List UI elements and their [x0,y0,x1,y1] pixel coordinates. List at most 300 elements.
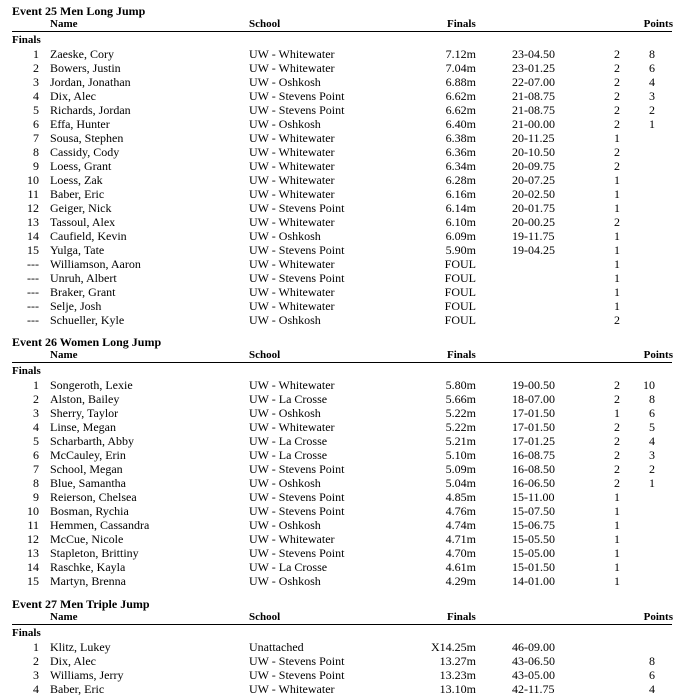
athlete-name: Baber, Eric [50,187,105,201]
column-header-row [0,610,679,624]
place: 13 [27,215,39,229]
result-row [0,229,679,243]
place: --- [27,299,39,313]
header-school: School [249,18,281,30]
place: 3 [33,406,39,420]
school-name: UW - La Crosse [249,560,328,574]
converted-mark: 46-09.00 [512,640,555,654]
converted-mark: 21-08.75 [512,89,555,103]
flight: 1 [614,406,620,420]
converted-mark: 43-05.00 [512,668,555,682]
school-name: UW - Whitewater [249,47,335,61]
athlete-name: McCauley, Erin [50,448,126,462]
points: 4 [649,682,655,696]
result-row [0,434,679,448]
result-row [0,145,679,159]
school-name: UW - Whitewater [249,299,335,313]
flight: 1 [614,201,620,215]
place: 6 [33,448,39,462]
athlete-name: School, Megan [50,462,123,476]
place: 11 [27,518,39,532]
header-points: Points [643,349,673,361]
athlete-name: Klitz, Lukey [50,640,111,654]
athlete-name: Unruh, Albert [50,271,117,285]
athlete-name: Loess, Zak [50,173,103,187]
event-title-text: Event 25 Men Long Jump [12,4,146,18]
final-mark: 5.22m [445,420,476,434]
points: 6 [649,406,655,420]
final-mark: 5.80m [445,378,476,392]
converted-mark: 23-01.25 [512,61,555,75]
result-row [0,518,679,532]
school-name: UW - Oshkosh [249,75,321,89]
athlete-name: Sherry, Taylor [50,406,119,420]
final-mark: X14.25m [431,640,476,654]
school-name: UW - Oshkosh [249,476,321,490]
flight: 2 [614,103,620,117]
points: 5 [649,420,655,434]
column-header-row [0,348,679,362]
school-name: UW - Oshkosh [249,406,321,420]
final-mark: 13.10m [439,682,476,696]
flight: 2 [614,117,620,131]
flight: 1 [614,229,620,243]
school-name: UW - Whitewater [249,285,335,299]
converted-mark: 18-07.00 [512,392,555,406]
school-name: UW - Stevens Point [249,490,345,504]
points: 1 [649,117,655,131]
result-row [0,682,679,696]
converted-mark: 20-02.50 [512,187,555,201]
final-mark: 6.09m [445,229,476,243]
converted-mark: 19-11.75 [512,229,555,243]
converted-mark: 16-08.75 [512,448,555,462]
athlete-name: Selje, Josh [50,299,102,313]
school-name: UW - Stevens Point [249,462,345,476]
place: 15 [27,243,39,257]
flight: 1 [614,271,620,285]
result-row [0,532,679,546]
flight: 2 [614,89,620,103]
flight: 2 [614,61,620,75]
athlete-name: Reierson, Chelsea [50,490,137,504]
event-title [0,4,679,18]
athlete-name: Sousa, Stephen [50,131,124,145]
final-mark: 5.04m [445,476,476,490]
result-row [0,640,679,654]
points: 3 [649,448,655,462]
place: 2 [33,61,39,75]
final-mark: 6.28m [445,173,476,187]
school-name: UW - Whitewater [249,682,335,696]
place: 1 [33,640,39,654]
school-name: UW - Stevens Point [249,103,345,117]
converted-mark: 17-01.25 [512,434,555,448]
result-row [0,504,679,518]
final-mark: 6.40m [445,117,476,131]
place: 1 [33,47,39,61]
result-row [0,75,679,89]
athlete-name: Bowers, Justin [50,61,121,75]
result-row [0,654,679,668]
school-name: UW - Stevens Point [249,546,345,560]
place: 9 [33,490,39,504]
school-name: UW - Oshkosh [249,313,321,327]
flight: 2 [614,476,620,490]
school-name: UW - Stevens Point [249,654,345,668]
header-finals: Finals [447,611,476,623]
final-mark: 4.70m [445,546,476,560]
final-mark: 6.62m [445,89,476,103]
result-row [0,187,679,201]
flight: 1 [614,173,620,187]
flight: 2 [614,215,620,229]
finals-label [0,364,679,378]
place: 9 [33,159,39,173]
final-mark: 4.76m [445,504,476,518]
finals-label [0,33,679,47]
school-name: UW - Stevens Point [249,668,345,682]
school-name: UW - Whitewater [249,187,335,201]
points: 6 [649,61,655,75]
flight: 1 [614,546,620,560]
converted-mark: 20-07.25 [512,173,555,187]
points: 2 [649,103,655,117]
points: 4 [649,434,655,448]
converted-mark: 20-09.75 [512,159,555,173]
school-name: UW - Stevens Point [249,243,345,257]
final-mark: 6.88m [445,75,476,89]
place: 7 [33,462,39,476]
flight: 2 [614,420,620,434]
header-name: Name [50,611,78,623]
converted-mark: 16-06.50 [512,476,555,490]
school-name: UW - Whitewater [249,215,335,229]
converted-mark: 19-04.25 [512,243,555,257]
school-name: UW - La Crosse [249,434,328,448]
athlete-name: Geiger, Nick [50,201,112,215]
converted-mark: 17-01.50 [512,420,555,434]
header-rule [12,31,672,32]
school-name: UW - La Crosse [249,392,328,406]
flight: 2 [614,434,620,448]
flight: 1 [614,560,620,574]
school-name: UW - Whitewater [249,131,335,145]
final-mark: 5.10m [445,448,476,462]
place: 8 [33,145,39,159]
school-name: UW - Whitewater [249,420,335,434]
school-name: UW - Whitewater [249,257,335,271]
finals-label [0,626,679,640]
result-row [0,173,679,187]
final-mark: 4.71m [445,532,476,546]
athlete-name: Effa, Hunter [50,117,110,131]
place: 12 [27,201,39,215]
place: --- [27,285,39,299]
header-name: Name [50,18,78,30]
school-name: UW - Whitewater [249,145,335,159]
points: 8 [649,654,655,668]
athlete-name: Caufield, Kevin [50,229,127,243]
points: 8 [649,47,655,61]
result-row [0,448,679,462]
school-name: UW - Stevens Point [249,504,345,518]
school-name: UW - Oshkosh [249,117,321,131]
result-row [0,131,679,145]
flight: 1 [614,490,620,504]
athlete-name: Dix, Alec [50,654,96,668]
finals-label-text: Finals [12,365,41,377]
place: --- [27,257,39,271]
place: 3 [33,75,39,89]
final-mark: 5.22m [445,406,476,420]
result-row [0,560,679,574]
place: --- [27,313,39,327]
flight: 1 [614,131,620,145]
athlete-name: Linse, Megan [50,420,116,434]
athlete-name: Braker, Grant [50,285,116,299]
final-mark: 4.29m [445,574,476,588]
flight: 2 [614,448,620,462]
place: 8 [33,476,39,490]
converted-mark: 23-04.50 [512,47,555,61]
converted-mark: 20-00.25 [512,215,555,229]
result-row [0,420,679,434]
place: 12 [27,532,39,546]
athlete-name: Richards, Jordan [50,103,131,117]
result-row [0,406,679,420]
place: 15 [27,574,39,588]
final-mark: 6.38m [445,131,476,145]
result-row [0,89,679,103]
result-row [0,117,679,131]
athlete-name: Jordan, Jonathan [50,75,131,89]
converted-mark: 21-00.00 [512,117,555,131]
flight: 1 [614,532,620,546]
flight: 1 [614,187,620,201]
header-rule [12,362,672,363]
final-mark: 7.12m [445,47,476,61]
place: 4 [33,420,39,434]
place: 4 [33,89,39,103]
place: 10 [27,504,39,518]
result-row [0,462,679,476]
final-mark: 5.90m [445,243,476,257]
school-name: UW - Whitewater [249,532,335,546]
converted-mark: 15-11.00 [512,490,555,504]
flight: 2 [614,75,620,89]
header-points: Points [643,611,673,623]
school-name: UW - Oshkosh [249,574,321,588]
athlete-name: Songeroth, Lexie [50,378,133,392]
place: --- [27,271,39,285]
final-mark: 6.16m [445,187,476,201]
final-mark: 7.04m [445,61,476,75]
header-school: School [249,611,281,623]
result-row [0,285,679,299]
athlete-name: Alston, Bailey [50,392,120,406]
converted-mark: 17-01.50 [512,406,555,420]
final-mark: 4.74m [445,518,476,532]
athlete-name: Yulga, Tate [50,243,105,257]
school-name: UW - Oshkosh [249,518,321,532]
place: 13 [27,546,39,560]
final-mark: 5.66m [445,392,476,406]
flight: 2 [614,392,620,406]
school-name: Unattached [249,640,304,654]
event-title [0,597,679,611]
header-rule [12,624,672,625]
place: 1 [33,378,39,392]
converted-mark: 22-07.00 [512,75,555,89]
result-row [0,299,679,313]
athlete-name: Hemmen, Cassandra [50,518,150,532]
athlete-name: Stapleton, Brittiny [50,546,139,560]
result-row [0,546,679,560]
converted-mark: 16-08.50 [512,462,555,476]
flight: 1 [614,518,620,532]
result-row [0,257,679,271]
flight: 1 [614,504,620,518]
athlete-name: Tassoul, Alex [50,215,116,229]
header-name: Name [50,349,78,361]
result-row [0,201,679,215]
athlete-name: Martyn, Brenna [50,574,126,588]
final-mark: 6.62m [445,103,476,117]
flight: 2 [614,462,620,476]
converted-mark: 14-01.00 [512,574,555,588]
place: 11 [27,187,39,201]
school-name: UW - Stevens Point [249,89,345,103]
flight: 1 [614,299,620,313]
converted-mark: 15-05.00 [512,546,555,560]
result-row [0,215,679,229]
flight: 2 [614,159,620,173]
final-mark: FOUL [444,271,476,285]
converted-mark: 43-06.50 [512,654,555,668]
header-school: School [249,349,281,361]
header-points: Points [643,18,673,30]
final-mark: 5.09m [445,462,476,476]
result-row [0,476,679,490]
school-name: UW - Oshkosh [249,229,321,243]
place: 3 [33,668,39,682]
athlete-name: Blue, Samantha [50,476,126,490]
flight: 2 [614,47,620,61]
athlete-name: McCue, Nicole [50,532,124,546]
points: 2 [649,462,655,476]
school-name: UW - Whitewater [249,378,335,392]
athlete-name: Scharbarth, Abby [50,434,134,448]
final-mark: 5.21m [445,434,476,448]
athlete-name: Raschke, Kayla [50,560,126,574]
result-row [0,378,679,392]
converted-mark: 20-11.25 [512,131,555,145]
converted-mark: 21-08.75 [512,103,555,117]
converted-mark: 15-05.50 [512,532,555,546]
final-mark: 13.27m [439,654,476,668]
final-mark: FOUL [444,257,476,271]
flight: 2 [614,145,620,159]
converted-mark: 15-06.75 [512,518,555,532]
points: 6 [649,668,655,682]
flight: 1 [614,257,620,271]
converted-mark: 20-10.50 [512,145,555,159]
final-mark: 6.36m [445,145,476,159]
place: 5 [33,103,39,117]
school-name: UW - Whitewater [249,159,335,173]
result-row [0,243,679,257]
place: 4 [33,682,39,696]
athlete-name: Dix, Alec [50,89,96,103]
place: 10 [27,173,39,187]
result-row [0,574,679,588]
converted-mark: 19-00.50 [512,378,555,392]
points: 3 [649,89,655,103]
final-mark: 13.23m [439,668,476,682]
final-mark: 4.85m [445,490,476,504]
place: 2 [33,654,39,668]
event-title-text: Event 27 Men Triple Jump [12,597,150,611]
athlete-name: Cassidy, Cody [50,145,120,159]
flight: 1 [614,243,620,257]
final-mark: 4.61m [445,560,476,574]
school-name: UW - Whitewater [249,61,335,75]
place: 2 [33,392,39,406]
final-mark: FOUL [444,285,476,299]
event-title [0,335,679,349]
flight: 1 [614,285,620,299]
result-row [0,313,679,327]
points: 4 [649,75,655,89]
result-row [0,271,679,285]
result-row [0,159,679,173]
flight: 1 [614,574,620,588]
points: 8 [649,392,655,406]
final-mark: FOUL [444,299,476,313]
final-mark: 6.10m [445,215,476,229]
flight: 2 [614,313,620,327]
school-name: UW - La Crosse [249,448,328,462]
result-row [0,392,679,406]
athlete-name: Williams, Jerry [50,668,124,682]
result-row [0,668,679,682]
converted-mark: 42-11.75 [512,682,555,696]
column-header-row [0,17,679,31]
header-finals: Finals [447,18,476,30]
finals-label-text: Finals [12,34,41,46]
result-row [0,61,679,75]
place: 14 [27,560,39,574]
finals-label-text: Finals [12,627,41,639]
school-name: UW - Whitewater [249,173,335,187]
athlete-name: Loess, Grant [50,159,112,173]
place: 6 [33,117,39,131]
points: 1 [649,476,655,490]
header-finals: Finals [447,349,476,361]
school-name: UW - Stevens Point [249,201,345,215]
flight: 2 [614,378,620,392]
converted-mark: 15-01.50 [512,560,555,574]
place: 7 [33,131,39,145]
result-row [0,103,679,117]
athlete-name: Williamson, Aaron [50,257,141,271]
final-mark: 6.14m [445,201,476,215]
athlete-name: Zaeske, Cory [50,47,114,61]
athlete-name: Schueller, Kyle [50,313,125,327]
converted-mark: 20-01.75 [512,201,555,215]
event-title-text: Event 26 Women Long Jump [12,335,162,349]
